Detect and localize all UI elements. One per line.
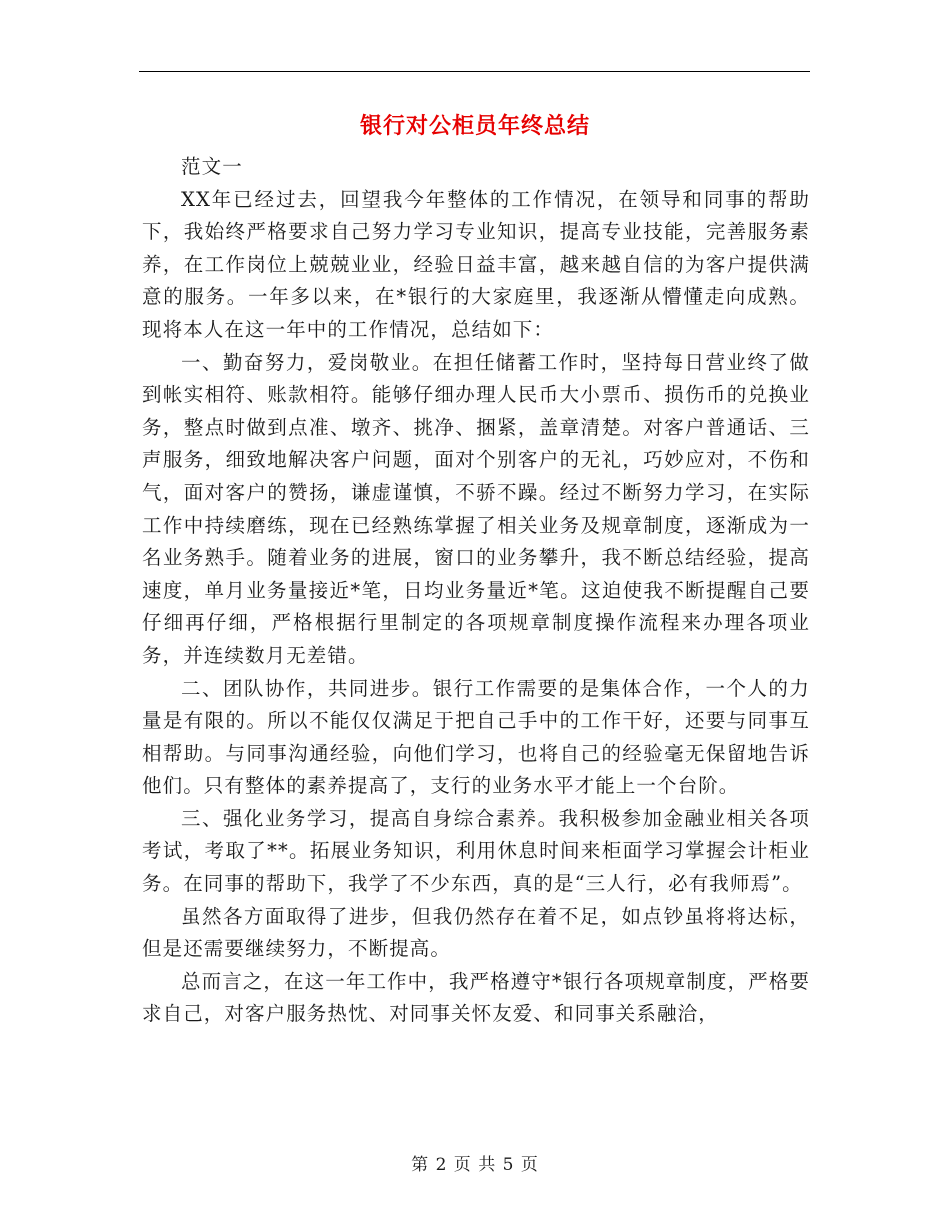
- section-label: 范文一: [181, 155, 243, 178]
- paragraph-intro: XX年已经过去，回望我今年整体的工作情况，在领导和同事的帮助下，我始终严格要求自己努力学习专业知识，提高专业技能，完善服务素养，在工作岗位上兢兢业业，经验日益丰富，越来越自信的为客户提供满意的服务。一年多以来，在*银行的大家庭里，我逐渐从懵懂走向成熟。现将本人在这一年中的工作情况，总结如下：: [142, 187, 810, 341]
- paragraph-section-2: 二、团队协作，共同进步。银行工作需要的是集体合作，一个人的力量是有限的。所以不能仅仅满足于把自己手中的工作干好，还要与同事互相帮助。与同事沟通经验，向他们学习，也将自己的经验毫无保留地告诉他们。只有整体的素养提高了，支行的业务水平才能上一个台阶。: [142, 676, 810, 798]
- paragraph-section-3: 三、强化业务学习，提高自身综合素养。我积极参加金融业相关各项考试，考取了**。拓展业务知识，利用休息时间来柜面学习掌握会计柜业务。在同事的帮助下，我学了不少东西，真的是“三人行，必有我师焉”。: [142, 806, 810, 896]
- page-number: 第 2 页 共 5 页: [411, 1155, 539, 1175]
- document-title: 银行对公柜员年终总结: [359, 113, 590, 139]
- document-body: [142, 151, 810, 1031]
- header-rule: [139, 71, 810, 72]
- paragraph-conclusion: 总而言之，在这一年工作中，我严格遵守*银行各项规章制度，严格要求自己，对客户服务热忱、对同事关怀友爱、和同事关系融洽，: [142, 969, 810, 1026]
- paragraph-shortcomings: 虽然各方面取得了进步，但我仍然存在着不足，如点钞虽将将达标，但是还需要继续努力，不断提高。: [142, 904, 810, 961]
- paragraph-section-1: 一、勤奋努力，爱岗敬业。在担任储蓄工作时，坚持每日营业终了做到帐实相符、账款相符。能够仔细办理人民币大小票币、损伤币的兑换业务，整点时做到点准、墩齐、挑净、捆紧，盖章清楚。对客户普通话、三声服务，细致地解决客户问题，面对个别客户的无礼，巧妙应对，不伤和气，面对客户的赞扬，谦虚谨慎，不骄不躁。经过不断努力学习，在实际工作中持续磨练，现在已经熟练掌握了相关业务及规章制度，逐渐成为一名业务熟手。随着业务的进展，窗口的业务攀升，我不断总结经验，提高速度，单月业务量接近*笔，日均业务量近*笔。这迫使我不断提醒自己要仔细再仔细，严格根据行里制定的各项规章制度操作流程来办理各项业务，并连续数月无差错。: [142, 350, 810, 667]
